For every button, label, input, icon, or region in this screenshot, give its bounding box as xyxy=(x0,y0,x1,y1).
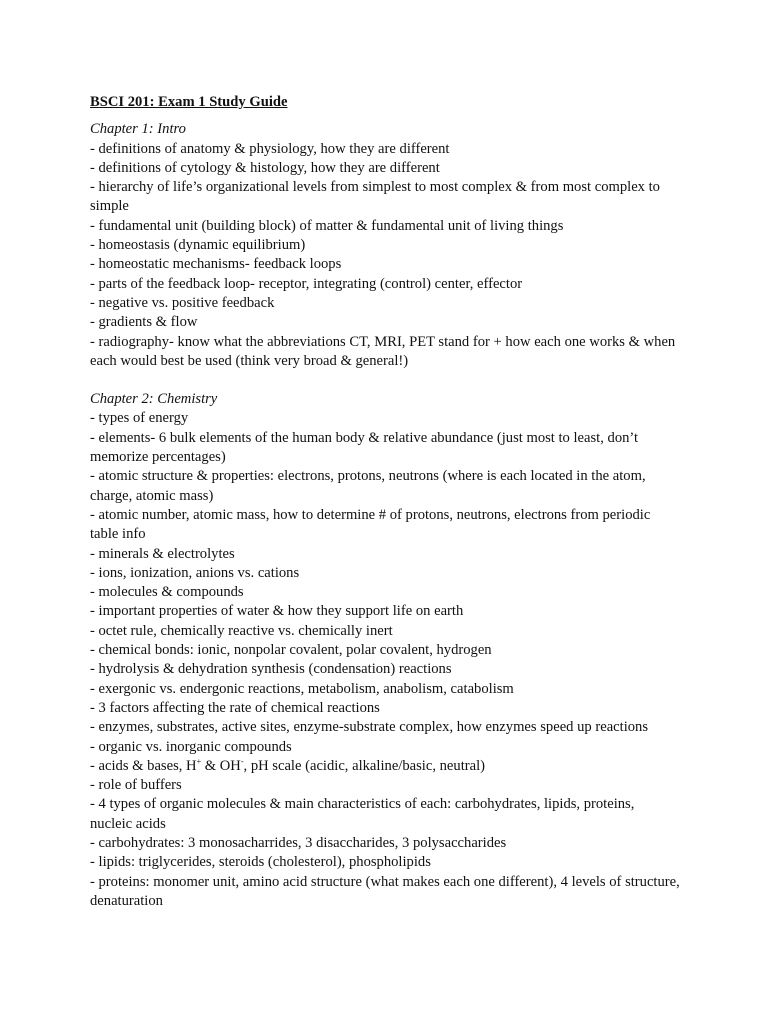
list-item: - role of buffers xyxy=(90,777,182,794)
list-item: - ions, ionization, anions vs. cations xyxy=(90,564,300,581)
list-item: - molecules & compounds xyxy=(90,584,244,601)
list-item: - elements- 6 bulk elements of the human body & relative abundance (just most to least, don’t memorize percentages) xyxy=(90,429,639,466)
list-item: - definitions of anatomy & physiology, how they are different xyxy=(90,140,450,157)
list-item: - carbohydrates: 3 monosacharrides, 3 disaccharides, 3 polysaccharides xyxy=(90,834,507,851)
hydroxide-ion-charge: - xyxy=(240,756,244,766)
list-item: - hierarchy of life’s organizational levels from simplest to most complex & from most complex to simple xyxy=(90,179,660,215)
study-guide-page xyxy=(90,93,680,911)
acids-text-part: - acids & bases, H xyxy=(90,757,197,774)
chapter-1-section xyxy=(90,120,680,371)
list-item: - important properties of water & how they support life on earth xyxy=(90,603,464,620)
list-item: - homeostasis (dynamic equilibrium) xyxy=(90,237,306,254)
list-item: - minerals & electrolytes xyxy=(90,545,235,562)
list-item: - definitions of cytology & histology, how they are different xyxy=(90,159,440,176)
list-item: - chemical bonds: ionic, nonpolar covalent, polar covalent, hydrogen xyxy=(90,642,492,659)
list-item: - negative vs. positive feedback xyxy=(90,294,275,311)
acids-text-part: & OH xyxy=(201,757,241,774)
list-item: - 3 factors affecting the rate of chemical reactions xyxy=(90,699,380,716)
list-item: - enzymes, substrates, active sites, enzyme-substrate complex, how enzymes speed up reactions xyxy=(90,719,649,736)
list-item: - atomic structure & properties: electrons, protons, neutrons (where is each located in the atom, charge, atomic mass) xyxy=(90,468,646,504)
list-item: - gradients & flow xyxy=(90,314,198,331)
list-item: - organic vs. inorganic compounds xyxy=(90,738,292,755)
acids-bases-item xyxy=(90,757,680,776)
list-item: - homeostatic mechanisms- feedback loops xyxy=(90,256,342,273)
list-item: - lipids: triglycerides, steroids (cholesterol), phospholipids xyxy=(90,854,431,871)
list-item: - proteins: monomer unit, amino acid structure (what makes each one different), 4 levels of structure, denaturation xyxy=(90,873,680,909)
list-item: - types of energy xyxy=(90,410,189,427)
list-item: - octet rule, chemically reactive vs. chemically inert xyxy=(90,622,393,639)
chapter-2-section xyxy=(90,390,680,911)
acids-text-part: , pH scale (acidic, alkaline/basic, neutral) xyxy=(243,757,486,774)
list-item: - fundamental unit (building block) of matter & fundamental unit of living things xyxy=(90,217,564,234)
list-item: - hydrolysis & dehydration synthesis (condensation) reactions xyxy=(90,661,452,678)
list-item: - atomic number, atomic mass, how to determine # of protons, neutrons, electrons from periodic table info xyxy=(90,506,651,543)
list-item: - radiography- know what the abbreviations CT, MRI, PET stand for + how each one works & when each would best be used (think very broad & general!) xyxy=(90,333,676,369)
chapter-1-heading: Chapter 1: Intro xyxy=(90,121,186,138)
list-item: - exergonic vs. endergonic reactions, metabolism, anabolism, catabolism xyxy=(90,680,514,697)
document-title: BSCI 201: Exam 1 Study Guide xyxy=(90,94,288,110)
list-item: - 4 types of organic molecules & main characteristics of each: carbohydrates, lipids, proteins, nucleic acids xyxy=(90,796,635,832)
hydrogen-ion-charge: + xyxy=(196,756,202,766)
chapter-2-heading: Chapter 2: Chemistry xyxy=(90,391,218,408)
list-item: - parts of the feedback loop- receptor, integrating (control) center, effector xyxy=(90,275,523,292)
